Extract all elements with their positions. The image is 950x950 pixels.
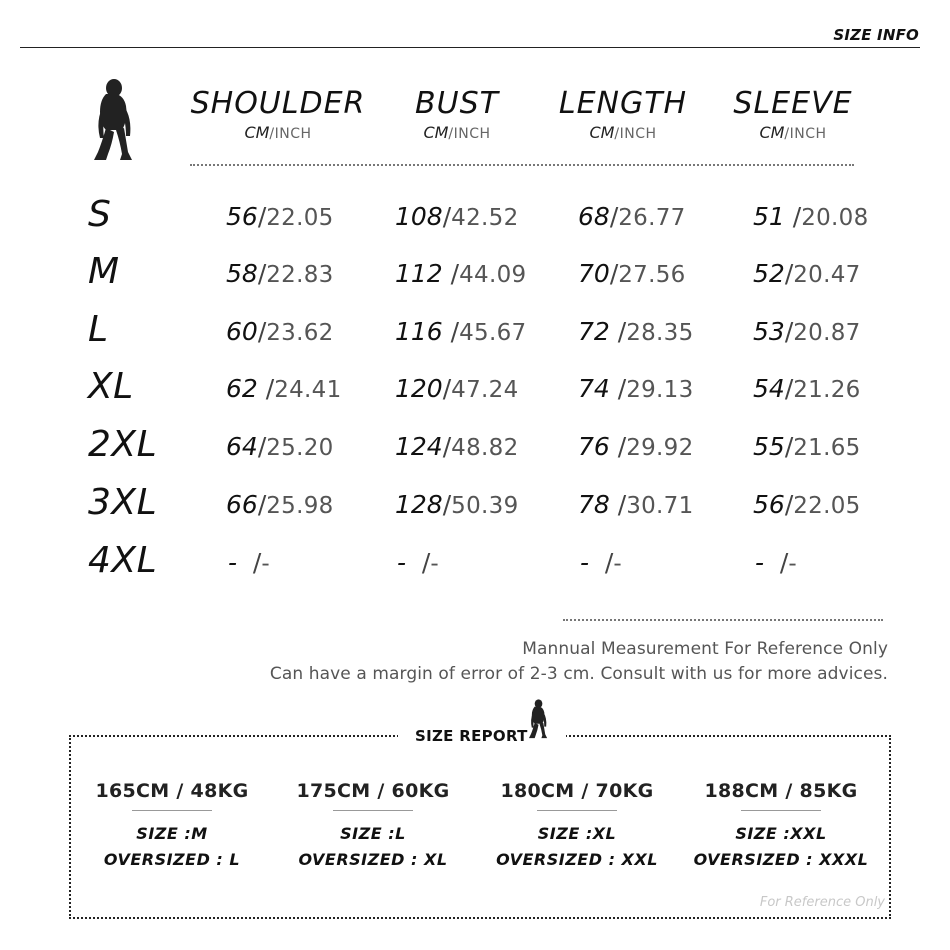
table-cell: 72 /28.35 [578, 317, 694, 346]
table-cell: - /- [755, 548, 797, 577]
size-report-title: SIZE REPORT [415, 727, 528, 745]
table-cell: 124/48.82 [395, 432, 519, 461]
column-unit: CM/INCH [589, 123, 657, 142]
height-weight: 180CM / 70KG [500, 780, 654, 802]
measurement-note: Mannual Measurement For Reference Only [522, 639, 888, 659]
table-cell: 53/20.87 [753, 317, 861, 346]
table-cell: 60/23.62 [226, 317, 334, 346]
column-unit: CM/INCH [759, 123, 827, 142]
oversized-size: OVERSIZED : XXXL [693, 850, 869, 869]
table-cell: - /- [580, 548, 622, 577]
table-cell: 55/21.65 [753, 432, 861, 461]
entry-divider [537, 810, 617, 811]
table-cell: 56/22.05 [226, 202, 334, 231]
oversized-size: OVERSIZED : L [103, 850, 241, 869]
header-rule [20, 47, 920, 48]
table-row [0, 194, 950, 258]
margin-note: Can have a margin of error of 2-3 cm. Consult with us for more advices. [269, 664, 888, 684]
entry-divider [132, 810, 212, 811]
column-header-bust [362, 86, 552, 142]
column-name: SLEEVE [733, 86, 853, 121]
oversized-size: OVERSIZED : XL [298, 850, 448, 869]
table-cell: 51 /20.08 [753, 202, 869, 231]
table-cell: 58/22.83 [226, 259, 334, 288]
recommended-size: SIZE :M [136, 824, 208, 843]
size-label: 4XL [88, 540, 158, 581]
recommended-size: SIZE :L [340, 824, 406, 843]
report-entry [278, 780, 468, 873]
size-label: S [88, 194, 112, 235]
oversized-size: OVERSIZED : XXL [496, 850, 658, 869]
recommended-size: SIZE :XL [537, 824, 617, 843]
size-label: XL [88, 366, 134, 407]
column-header-shoulder [183, 86, 373, 142]
table-row [0, 482, 950, 546]
page-title: SIZE INFO [833, 26, 919, 44]
table-cell: 112 /44.09 [395, 259, 527, 288]
height-weight: 188CM / 85KG [704, 780, 858, 802]
recommended-size: SIZE :XXL [735, 824, 827, 843]
entry-divider [333, 810, 413, 811]
table-cell: - /- [397, 548, 439, 577]
column-unit: CM/INCH [423, 123, 491, 142]
header-dotted-divider [190, 164, 854, 166]
table-cell: 74 /29.13 [578, 374, 694, 403]
column-header-sleeve [698, 86, 888, 142]
table-cell: 54/21.26 [753, 374, 861, 403]
size-label: 3XL [88, 482, 158, 523]
table-cell: 68/26.77 [578, 202, 686, 231]
table-cell: 52/20.47 [753, 259, 861, 288]
table-cell: - /- [228, 548, 270, 577]
table-cell: 66/25.98 [226, 490, 334, 519]
table-row [0, 540, 950, 604]
table-row [0, 309, 950, 373]
entry-divider [741, 810, 821, 811]
table-cell: 116 /45.67 [395, 317, 527, 346]
column-header-length [528, 86, 718, 142]
size-label: M [88, 251, 120, 292]
height-weight: 165CM / 48KG [95, 780, 249, 802]
table-cell: 70/27.56 [578, 259, 686, 288]
report-entry [686, 780, 876, 873]
table-cell: 76 /29.92 [578, 432, 694, 461]
table-cell: 120/47.24 [395, 374, 519, 403]
table-row [0, 424, 950, 488]
report-entry [77, 780, 267, 873]
height-weight: 175CM / 60KG [296, 780, 450, 802]
size-label: 2XL [88, 424, 158, 465]
table-row [0, 366, 950, 430]
table-row [0, 251, 950, 315]
notes-dotted-divider [563, 619, 883, 621]
ape-figure-icon [528, 696, 550, 742]
table-cell: 64/25.20 [226, 432, 334, 461]
column-unit: CM/INCH [244, 123, 312, 142]
reference-footnote: For Reference Only [759, 895, 885, 910]
column-name: SHOULDER [190, 86, 366, 121]
ape-figure-icon [92, 78, 138, 162]
report-entry [482, 780, 672, 873]
table-cell: 78 /30.71 [578, 490, 694, 519]
column-name: BUST [415, 86, 499, 121]
table-cell: 108/42.52 [395, 202, 519, 231]
size-report-header [398, 700, 566, 750]
size-label: L [88, 309, 109, 350]
table-cell: 62 /24.41 [226, 374, 342, 403]
column-name: LENGTH [558, 86, 688, 121]
table-cell: 128/50.39 [395, 490, 519, 519]
table-cell: 56/22.05 [753, 490, 861, 519]
